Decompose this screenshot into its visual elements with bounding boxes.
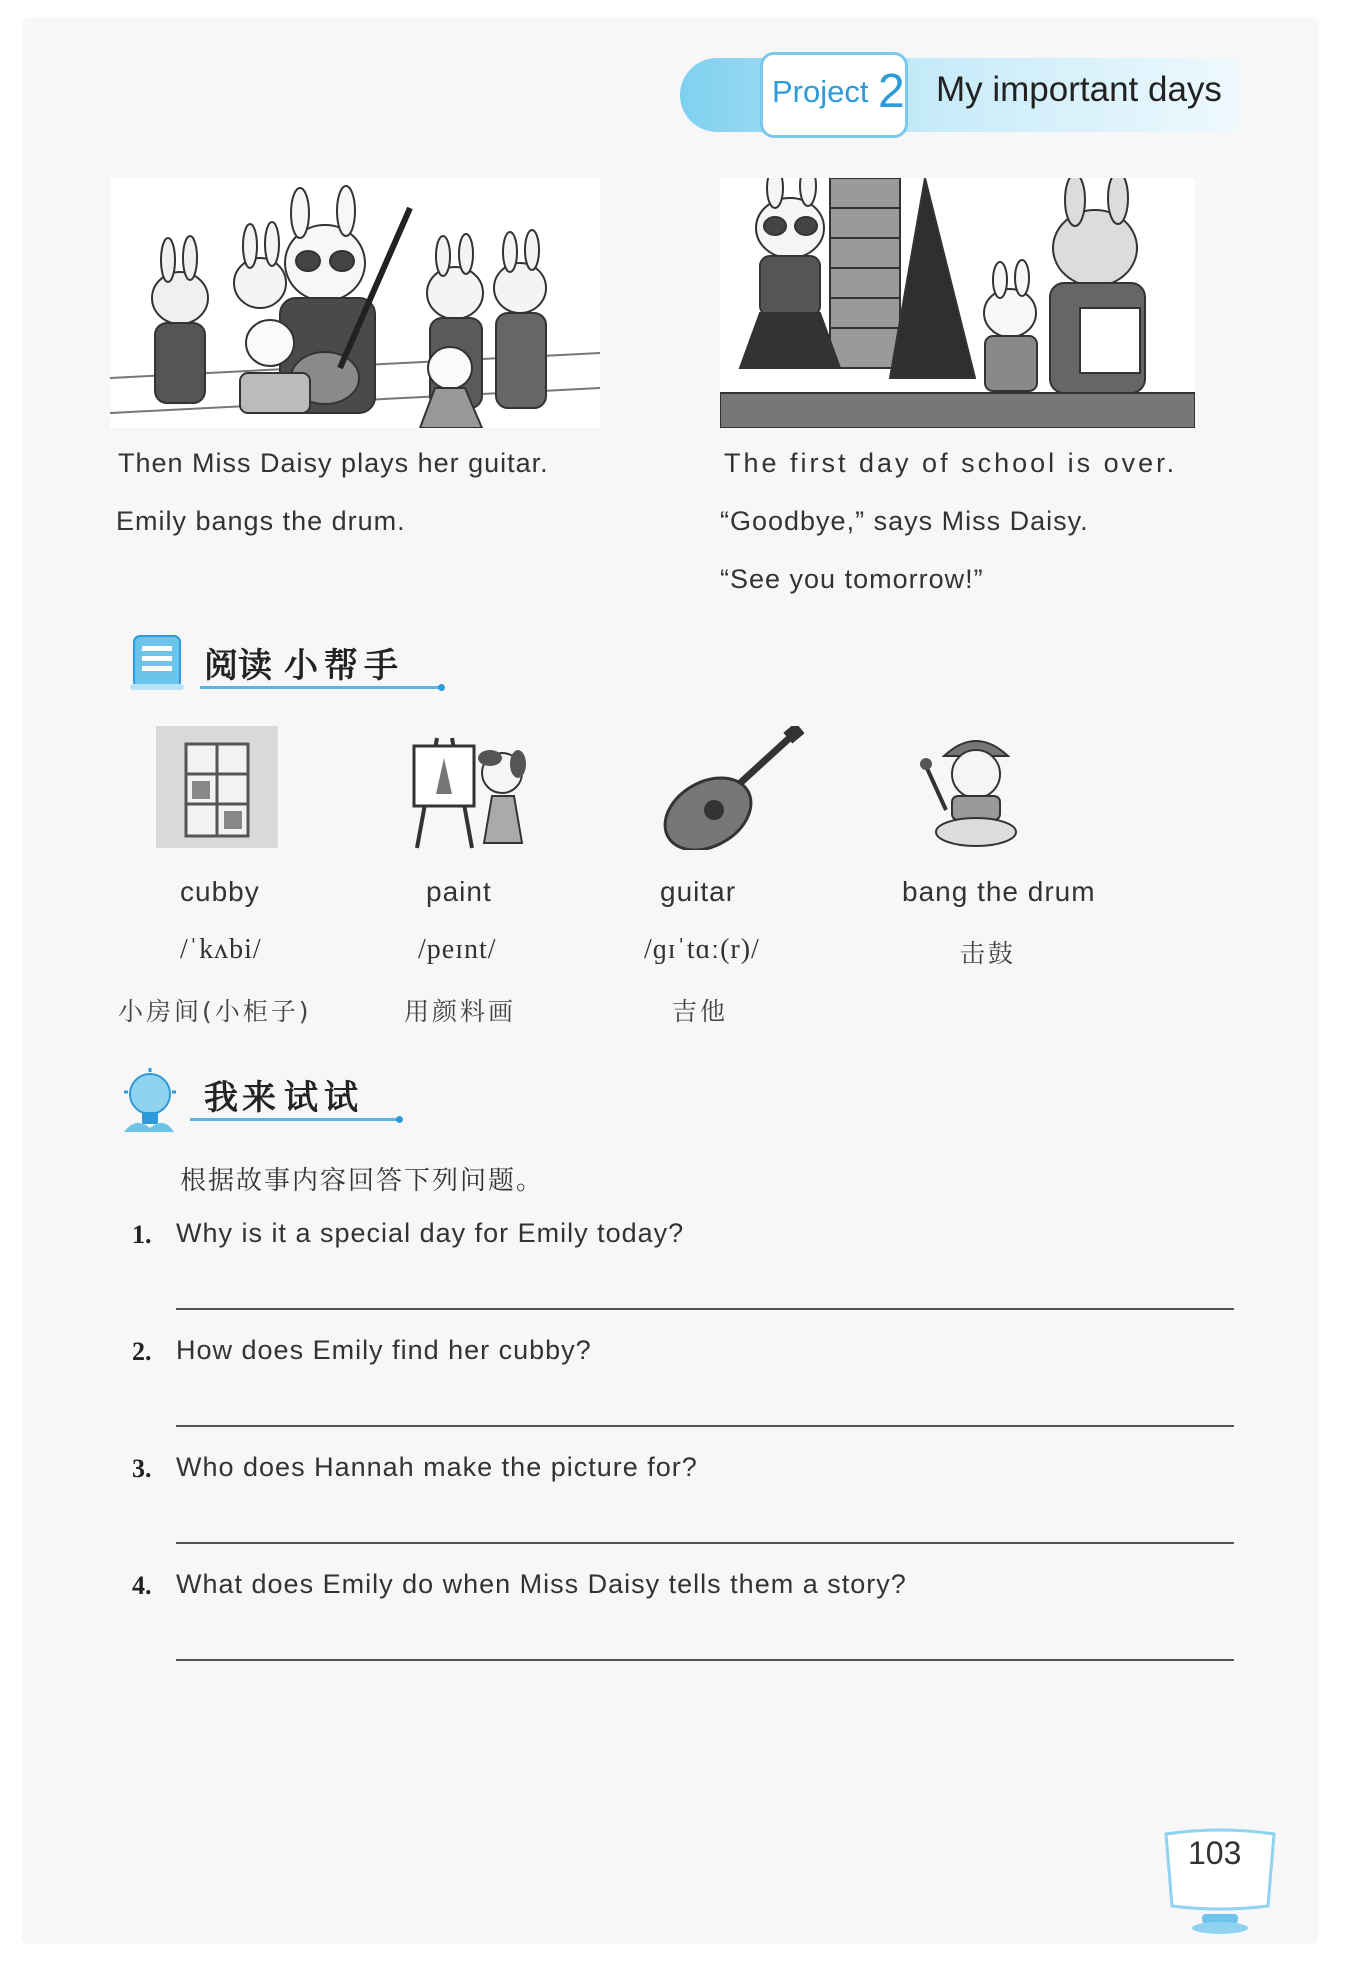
vocab-word-guitar: guitar (660, 876, 737, 907)
vocab-word-cubby: cubby (180, 876, 260, 907)
answer-line-3[interactable] (176, 1542, 1234, 1544)
project-label: Project (772, 74, 869, 109)
left-caption-line-2: Emily bangs the drum. (116, 506, 406, 536)
right-caption-line-1: The first day of school is over. (724, 448, 1178, 478)
vocab-meaning-guitar: 吉他 (672, 997, 729, 1026)
unit-title: My important days (936, 70, 1222, 109)
project-header (680, 52, 1240, 140)
page-number: 103 (1188, 1835, 1242, 1871)
vocab-ipa-cubby: /ˈkʌbi/ (180, 934, 262, 965)
try-it-title-part1: 我来 (204, 1078, 280, 1118)
try-it-title-part2: 试试 (284, 1078, 364, 1118)
try-it-underline-dot (396, 1116, 403, 1123)
vocab-meaning-bang-the-drum: 击鼓 (960, 939, 1017, 968)
book-icon (128, 632, 186, 694)
question-text-4: What does Emily do when Miss Daisy tells them a story? (176, 1569, 907, 1599)
answer-line-4[interactable] (176, 1659, 1234, 1661)
right-caption-line-2: “Goodbye,” says Miss Daisy. (720, 506, 1089, 536)
project-number: 2 (878, 65, 905, 118)
vocab-word-paint: paint (426, 876, 492, 907)
try-it-underline (190, 1118, 398, 1121)
girl-painting-icon (402, 728, 532, 850)
school-over-illustration (720, 178, 1195, 428)
vocab-meaning-cubby: 小房间(小柜子) (118, 997, 312, 1026)
vocab-ipa-paint: /peɪnt/ (418, 934, 497, 965)
vocab-meaning-paint: 用颜料画 (404, 997, 517, 1026)
guitar-icon (656, 726, 804, 850)
vocab-word-bang-the-drum: bang the drum (902, 876, 1096, 907)
reading-helper-underline (200, 686, 440, 689)
question-number-2: 2. (132, 1337, 152, 1366)
answer-line-1[interactable] (176, 1308, 1234, 1310)
left-caption-line-1: Then Miss Daisy plays her guitar. (118, 448, 549, 478)
vocab-ipa-guitar: /ɡɪˈtɑː(r)/ (644, 934, 760, 965)
answer-line-2[interactable] (176, 1425, 1234, 1427)
reading-helper-title-part2: 小帮手 (284, 646, 404, 686)
rabbits-band-illustration (110, 178, 600, 428)
instruction-text: 根据故事内容回答下列问题。 (180, 1166, 545, 1196)
question-text-1: Why is it a special day for Emily today? (176, 1218, 685, 1248)
question-number-1: 1. (132, 1220, 152, 1249)
cubby-shelf-icon (156, 726, 278, 848)
lightbulb-icon (116, 1066, 178, 1138)
right-caption-line-3: “See you tomorrow!” (720, 564, 984, 594)
question-number-4: 4. (132, 1571, 152, 1600)
question-text-2: How does Emily find her cubby? (176, 1335, 592, 1365)
reading-helper-title-part1: 阅读 (204, 646, 272, 686)
question-number-3: 3. (132, 1454, 152, 1483)
reading-helper-underline-dot (438, 684, 445, 691)
question-text-3: Who does Hannah make the picture for? (176, 1452, 698, 1482)
boy-drumming-icon (920, 726, 1032, 850)
